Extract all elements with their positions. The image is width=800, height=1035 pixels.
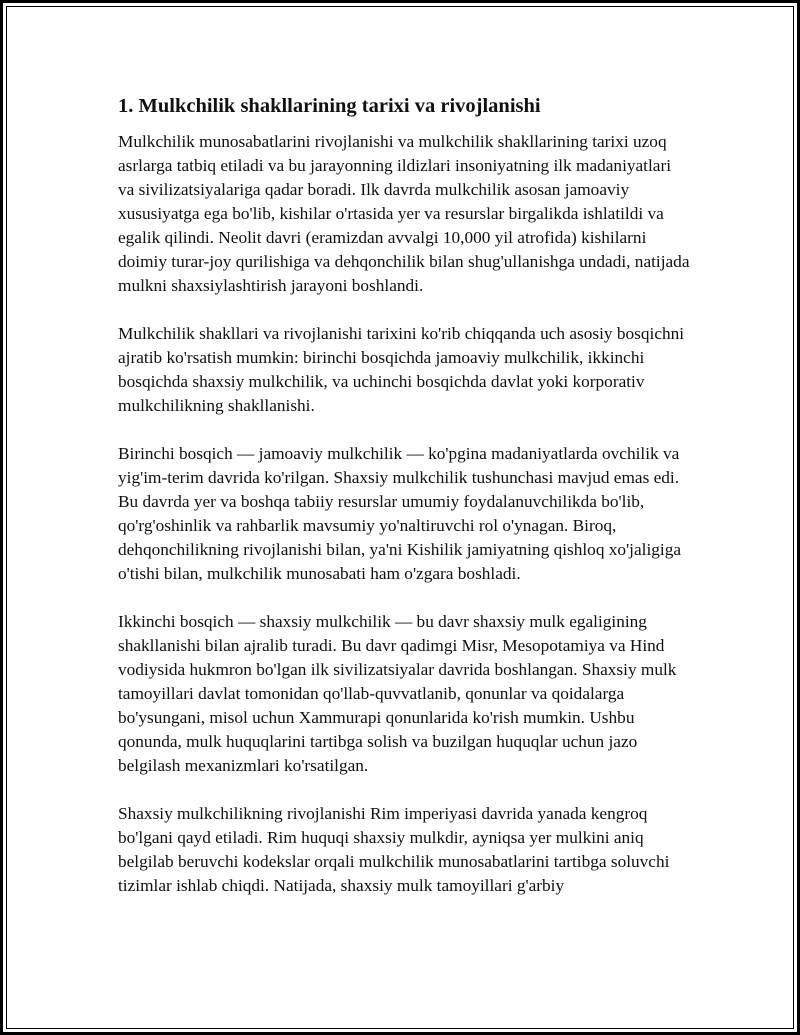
paragraph-1: Mulkchilik munosabatlarini rivojlanishi va mulkchilik shakllarining tarixi uzoq asrlarga tatbiq etiladi va bu jarayonning ildizlari insoniyatning ilk madaniyatlari va sivilizatsiyalariga qadar boradi. Ilk davrda mulkchilik asosan jamoaviy xususiyatga ega bo'lib, kishilar o'rtasida yer va resurslar birgalikda ishlatildi va egalik qilindi. Neolit davri (eramizdan avvalgi 10,000 yil atrofida) kishilarni doimiy turar-joy qurilishiga va dehqonchilik bilan shug'ullanishga undadi, natijada mulkni shaxsiylashtirish jarayoni boshlandi.	[118, 132, 690, 295]
paragraph-2: Mulkchilik shakllari va rivojlanishi tarixini ko'rib chiqqanda uch asosiy bosqichni ajratib ko'rsatish mumkin: birinchi bosqichda jamoaviy mulkchilik, ikkinchi bosqichda shaxsiy mulkchilik, va uchinchi bosqichda davlat yoki korporativ mulkchilikning shakllanishi.	[118, 324, 685, 415]
paragraph-3: Birinchi bosqich — jamoaviy mulkchilik — ko'pgina madaniyatlarda ovchilik va yig'im-terim davrida ko'rilgan. Shaxsiy mulkchilik tushunchasi mavjud emas edi. Bu davrda yer va boshqa tabiiy resurslar umumiy foydalanuvchilikda bo'lib, qo'rg'oshinlik va rahbarlik mavsumiy yo'naltiruvchi rol o'ynagan. Biroq, dehqonchilikning rivojlanishi bilan, ya'ni Kishilik jamiyatning qishloq xo'jaligiga o'tishi bilan, mulkchilik munosabati ham o'zgara boshladi.	[118, 444, 682, 583]
paragraph-4: Ikkinchi bosqich — shaxsiy mulkchilik — bu davr shaxsiy mulk egaligining shakllanishi bilan ajralib turadi. Bu davr qadimgi Misr, Mesopotamiya va Hind vodiysida hukmron bo'lgan ilk sivilizatsiyalar davrida boshlangan. Shaxsiy mulk tamoyillari davlat tomonidan qo'llab-quvvatlanib, qonunlar va qoidalarga bo'ysungani, misol uchun Xammurapi qonunlarida ko'rish mumkin. Ushbu qonunda, mulk huquqlarini tartibga solish va buzilgan huquqlar uchun jazo belgilash mexanizmlari ko'rsatilgan.	[118, 612, 677, 775]
paragraph-5: Shaxsiy mulkchilikning rivojlanishi Rim imperiyasi davrida yanada kengroq bo'lgani qayd etiladi. Rim huquqi shaxsiy mulkdir, ayniqsa yer mulkini aniq belgilab beruvchi kodekslar orqali mulkchilik munosabatlarini tartibga soluvchi tizimlar ishlab chiqdi. Natijada, shaxsiy mulk tamoyillari g'arbiy	[118, 804, 670, 895]
section-title: 1. Mulkchilik shakllarining tarixi va rivojlanishi	[118, 95, 541, 117]
document-body	[118, 92, 690, 922]
